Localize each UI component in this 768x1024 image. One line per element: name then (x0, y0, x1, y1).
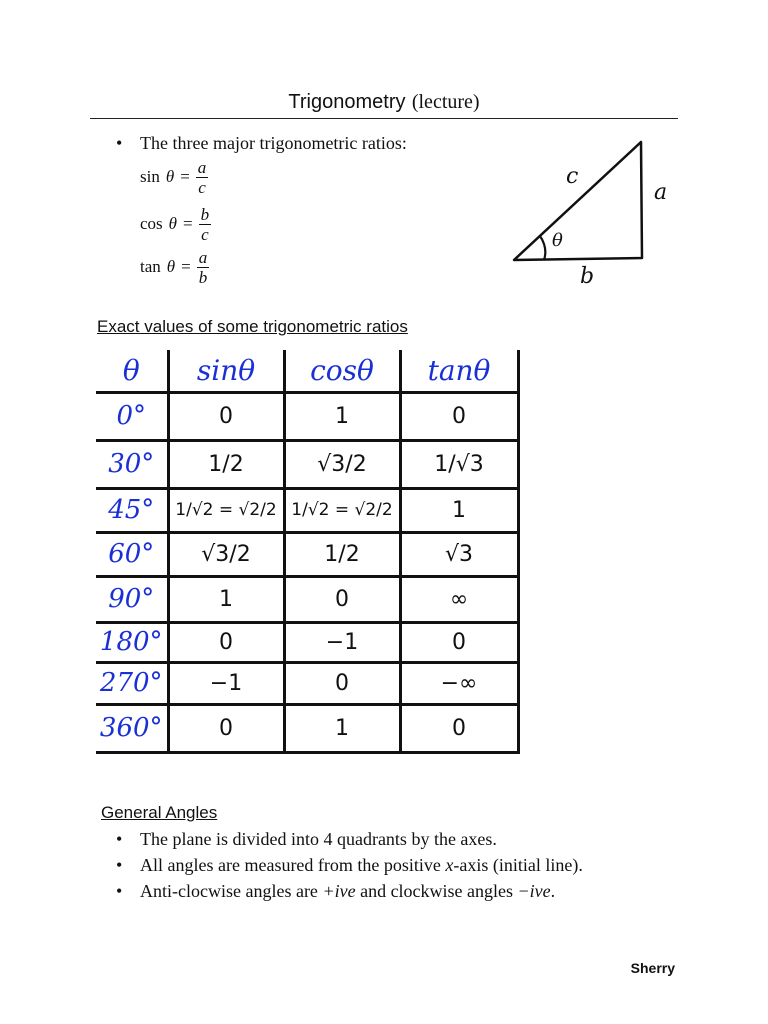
sin-cell: 1 (168, 576, 284, 622)
cos-cell: √3/2 (284, 440, 400, 488)
fraction-numerator: b (200, 204, 210, 224)
bullet-math: +ive (322, 881, 356, 901)
angle-cell: 360° (96, 704, 168, 752)
table-row (96, 662, 518, 704)
bullet-math: −ive (517, 881, 551, 901)
title-divider (90, 118, 678, 119)
tan-cell: 0 (400, 704, 518, 752)
exact-values-heading: Exact values of some trigonometric ratios (97, 317, 408, 336)
angle-cell: 90° (96, 576, 168, 622)
list-item (116, 878, 656, 904)
angle-label: θ (552, 230, 563, 251)
table-row (96, 622, 518, 662)
formula-fn: tan (140, 257, 161, 276)
table-header-row (96, 350, 518, 392)
sin-cell: −1 (168, 662, 284, 704)
fraction-numerator: a (197, 157, 207, 177)
formula-fraction (197, 248, 210, 287)
table-row (96, 704, 518, 752)
exact-values-table (96, 350, 520, 754)
ratios-list (116, 130, 556, 156)
bullet-math: x (445, 855, 454, 875)
formula-fraction (196, 158, 209, 197)
fraction-denominator: c (201, 224, 209, 244)
sin-cell: 0 (168, 704, 284, 752)
tan-cell: 0 (400, 622, 518, 662)
footer-author: Sherry (630, 960, 675, 976)
formula-fraction (199, 205, 212, 244)
angle-cell: 60° (96, 532, 168, 576)
sin-cell: √3/2 (168, 532, 284, 576)
formula-var: θ (166, 257, 176, 276)
header-angle: θ (96, 350, 168, 392)
page-title (90, 88, 678, 115)
table-row (96, 532, 518, 576)
table-row (96, 392, 518, 440)
cos-cell: 0 (284, 662, 400, 704)
hypotenuse-label: c (566, 164, 579, 189)
bullet-text: and clockwise angles (355, 881, 518, 901)
table-row (96, 576, 518, 622)
title-subtitle: (lecture) (411, 91, 480, 113)
angle-cell: 180° (96, 622, 168, 662)
general-angles-list (116, 826, 656, 904)
angle-cell: 45° (96, 488, 168, 532)
fraction-numerator: a (198, 247, 208, 267)
tan-cell: 1 (400, 488, 518, 532)
bullet-text: The plane is divided into 4 quadrants by the axes. (140, 829, 497, 849)
adjacent-label: b (580, 264, 595, 289)
ratios-intro: • The three major trigonometric ratios: (116, 130, 556, 156)
bullet-text: . (550, 881, 556, 901)
cos-cell: 1 (284, 392, 400, 440)
triangle-shape (514, 142, 642, 260)
bullet-text: Anti-clocwise angles are (140, 881, 323, 901)
list-item (116, 826, 656, 852)
angle-cell: 30° (96, 440, 168, 488)
formula-eq: = (180, 167, 190, 186)
cos-formula (140, 201, 211, 247)
list-item (116, 852, 656, 878)
bullet-text: All angles are measured from the positive (140, 855, 446, 875)
formula-eq: = (181, 257, 191, 276)
cos-cell: 1/2 (284, 532, 400, 576)
cos-cell: −1 (284, 622, 400, 662)
angle-arc (540, 236, 545, 260)
sin-cell: 1/√2 = √2/2 (168, 488, 284, 532)
title-main: Trigonometry (288, 91, 406, 113)
tan-cell: −∞ (400, 662, 518, 704)
sin-cell: 1/2 (168, 440, 284, 488)
header-sin: sinθ (168, 350, 284, 392)
formula-eq: = (183, 214, 193, 233)
tan-formula (140, 244, 209, 290)
cos-cell: 1 (284, 704, 400, 752)
sin-cell: 0 (168, 622, 284, 662)
sin-formula (140, 154, 208, 200)
tan-cell: ∞ (400, 576, 518, 622)
opposite-label: a (654, 180, 668, 205)
table-row (96, 440, 518, 488)
general-angles-heading: General Angles (101, 803, 218, 822)
formula-var: θ (168, 214, 178, 233)
formula-fn: cos (140, 214, 163, 233)
tan-cell: 1/√3 (400, 440, 518, 488)
sin-cell: 0 (168, 392, 284, 440)
header-cos: cosθ (284, 350, 400, 392)
header-tan: tanθ (400, 350, 518, 392)
angle-cell: 270° (96, 662, 168, 704)
fraction-denominator: b (198, 267, 208, 287)
cos-cell: 0 (284, 576, 400, 622)
formula-fn: sin (140, 167, 160, 186)
tan-cell: √3 (400, 532, 518, 576)
fraction-denominator: c (198, 177, 206, 197)
bullet-text: -axis (initial line). (453, 855, 583, 875)
tan-cell: 0 (400, 392, 518, 440)
table-row (96, 488, 518, 532)
cos-cell: 1/√2 = √2/2 (284, 488, 400, 532)
right-triangle-diagram (500, 130, 700, 300)
formula-var: θ (165, 167, 175, 186)
angle-cell: 0° (96, 392, 168, 440)
